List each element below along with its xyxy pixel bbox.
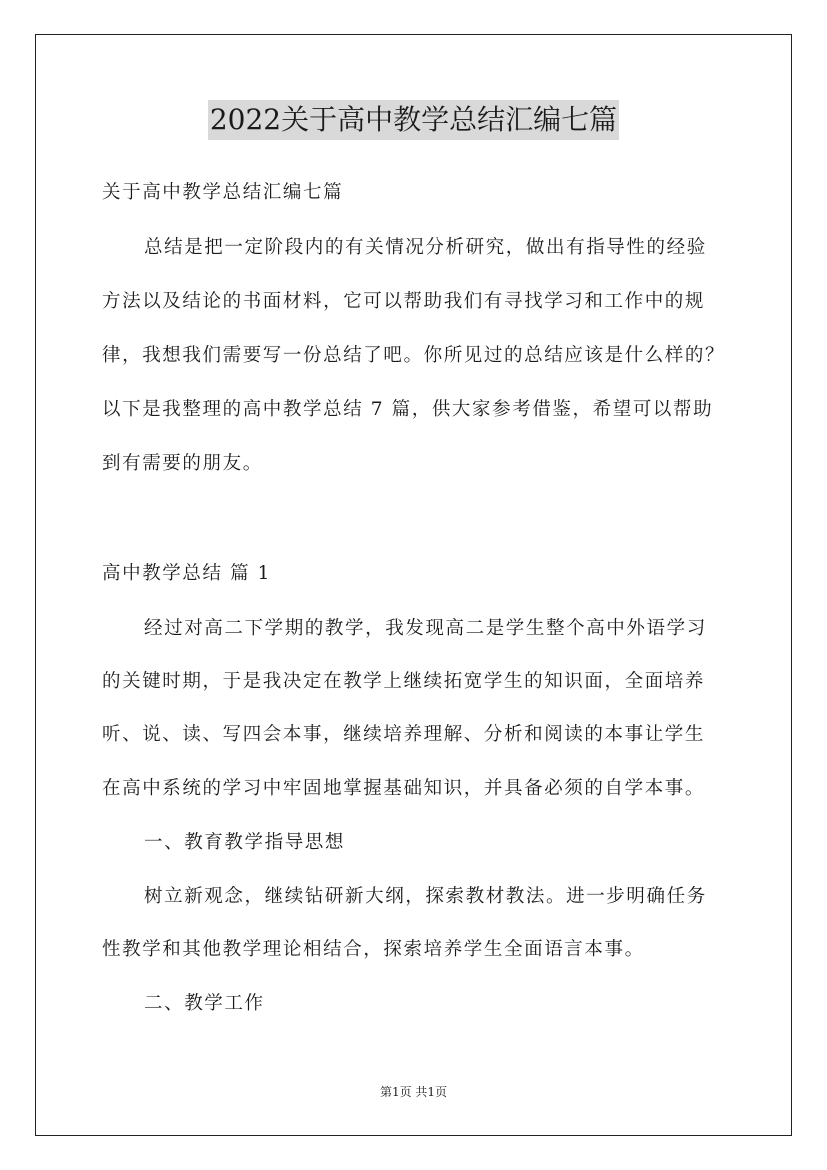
document-title: 2022关于高中教学总结汇编七篇 (208, 100, 619, 140)
intro-line: 方法以及结论的书面材料，它可以帮助我们有寻找学习和工作中的规 (102, 291, 706, 312)
section-heading: 高中教学总结 篇 1 (102, 563, 272, 584)
subheading-two: 二、教学工作 (144, 993, 265, 1014)
intro-line: 到有需要的朋友。 (102, 453, 263, 474)
document-subtitle: 关于高中教学总结汇编七篇 (102, 182, 344, 203)
title-container (0, 100, 827, 140)
intro-line: 律，我想我们需要写一份总结了吧。你所见过的总结应该是什么样的？ (102, 345, 726, 366)
section-line: 的关键时期，于是我决定在教学上继续拓宽学生的知识面，全面培养 (102, 671, 706, 692)
section-line: 听、说、读、写四会本事，继续培养理解、分析和阅读的本事让学生 (102, 724, 706, 745)
section-line: 经过对高二下学期的教学，我发现高二是学生整个高中外语学习 (144, 618, 707, 639)
section-line: 在高中系统的学习中牢固地掌握基础知识，并具备必须的自学本事。 (102, 778, 706, 799)
paragraph-line: 树立新观念，继续钻研新大纲，探索教材教法。进一步明确任务 (144, 886, 707, 907)
intro-line: 总结是把一定阶段内的有关情况分析研究，做出有指导性的经验 (144, 237, 707, 258)
subheading-one: 一、教育教学指导思想 (144, 832, 346, 853)
paragraph-line: 性教学和其他教学理论相结合，探索培养学生全面语言本事。 (102, 939, 645, 960)
intro-line: 以下是我整理的高中教学总结 7 篇，供大家参考借鉴，希望可以帮助 (102, 399, 714, 420)
page-footer: 第1页 共1页 (379, 1085, 448, 1099)
